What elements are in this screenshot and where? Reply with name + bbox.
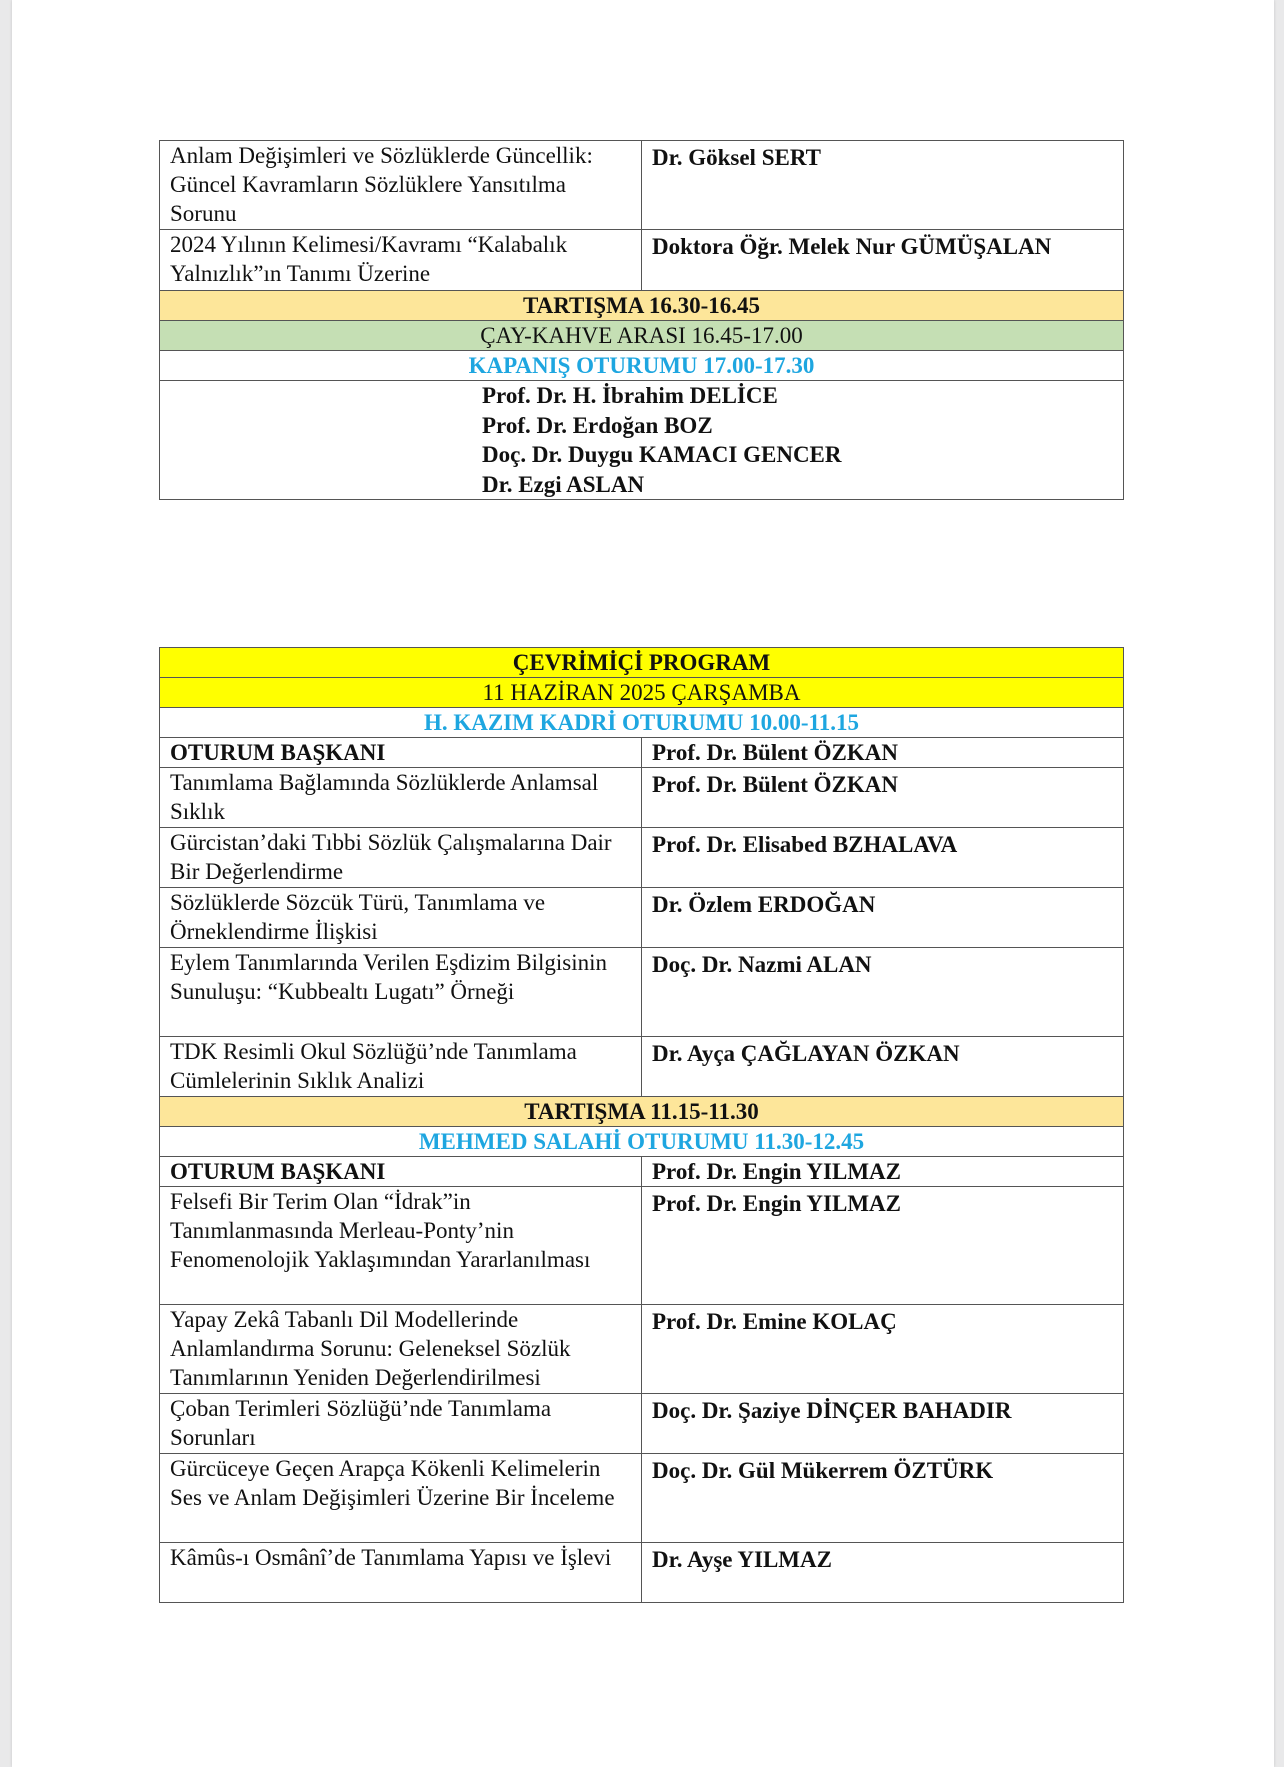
program-date: 11 HAZİRAN 2025 ÇARŞAMBA (160, 678, 1124, 708)
session-title-row (160, 1127, 1124, 1157)
program-title: ÇEVRİMİÇİ PROGRAM (160, 648, 1124, 678)
closing-session-row (160, 351, 1124, 381)
speaker-cell: Prof. Dr. Emine KOLAÇ (642, 1305, 1124, 1394)
session-title: MEHMED SALAHİ OTURUMU 11.30-12.45 (160, 1127, 1124, 1157)
table-row (160, 1543, 1124, 1603)
topic-cell: Sözlüklerde Sözcük Türü, Tanımlama ve Örneklendirme İlişkisi (160, 888, 642, 948)
table-row (160, 1305, 1124, 1394)
topic-cell: Gürcistan’daki Tıbbi Sözlük Çalışmalarına Dair Bir Değerlendirme (160, 828, 642, 888)
chair-name: Prof. Dr. Engin YILMAZ (642, 1157, 1124, 1187)
program-table-1 (159, 140, 1124, 500)
speaker-cell: Dr. Özlem ERDOĞAN (642, 888, 1124, 948)
speaker-cell: Doç. Dr. Şaziye DİNÇER BAHADIR (642, 1394, 1124, 1454)
speaker-cell: Prof. Dr. Bülent ÖZKAN (642, 768, 1124, 828)
topic-cell: Gürcüceye Geçen Arapça Kökenli Kelimelerin Ses ve Anlam Değişimleri Üzerine Bir İnceleme (160, 1454, 642, 1543)
speaker-cell: Dr. Göksel SERT (642, 141, 1124, 230)
closing-session-title: KAPANIŞ OTURUMU 17.00-17.30 (160, 351, 1124, 381)
closing-name: Prof. Dr. Erdoğan BOZ (482, 412, 713, 438)
table-row (160, 1187, 1124, 1305)
topic-cell: Çoban Terimleri Sözlüğü’nde Tanımlama Sorunları (160, 1394, 642, 1454)
closing-name: Dr. Ezgi ASLAN (482, 471, 645, 497)
table-row (160, 828, 1124, 888)
closing-names (160, 381, 1124, 500)
speaker-cell: Doktora Öğr. Melek Nur GÜMÜŞALAN (642, 230, 1124, 291)
chair-label: OTURUM BAŞKANI (160, 1157, 642, 1187)
closing-name: Prof. Dr. H. İbrahim DELİCE (482, 383, 778, 408)
topic-cell: Felsefi Bir Terim Olan “İdrak”in Tanımlanmasında Merleau-Ponty’nin Fenomenolojik Yaklaşımından Yararlanılması (160, 1187, 642, 1305)
break-label: ÇAY-KAHVE ARASI 16.45-17.00 (160, 321, 1124, 351)
discussion-label: TARTIŞMA 11.15-11.30 (160, 1097, 1124, 1127)
discussion-row (160, 291, 1124, 321)
speaker-cell: Doç. Dr. Gül Mükerrem ÖZTÜRK (642, 1454, 1124, 1543)
closing-name: Doç. Dr. Duygu KAMACI GENCER (482, 442, 842, 467)
topic-cell: Kâmûs-ı Osmânî’de Tanımlama Yapısı ve İşlevi (160, 1543, 642, 1603)
speaker-cell: Prof. Dr. Elisabed BZHALAVA (642, 828, 1124, 888)
discussion-label: TARTIŞMA 16.30-16.45 (160, 291, 1124, 321)
table-row (160, 1394, 1124, 1454)
topic-cell: Eylem Tanımlarında Verilen Eşdizim Bilgisinin Sunuluşu: “Kubbealtı Lugatı” Örneği (160, 948, 642, 1037)
session-title-row (160, 708, 1124, 738)
table-row (160, 230, 1124, 291)
topic-cell: 2024 Yılının Kelimesi/Kavramı “Kalabalık Yalnızlık”ın Tanımı Üzerine (160, 230, 642, 291)
table-row (160, 948, 1124, 1037)
table-row (160, 1454, 1124, 1543)
discussion-row (160, 1097, 1124, 1127)
speaker-cell: Doç. Dr. Nazmi ALAN (642, 948, 1124, 1037)
session-title: H. KAZIM KADRİ OTURUMU 10.00-11.15 (160, 708, 1124, 738)
speaker-cell: Prof. Dr. Engin YILMAZ (642, 1187, 1124, 1305)
speaker-cell: Dr. Ayşe YILMAZ (642, 1543, 1124, 1603)
date-row (160, 678, 1124, 708)
chair-label: OTURUM BAŞKANI (160, 738, 642, 768)
table-row (160, 768, 1124, 828)
program-table-2 (159, 647, 1124, 1603)
topic-cell: TDK Resimli Okul Sözlüğü’nde Tanımlama Cümlelerinin Sıklık Analizi (160, 1037, 642, 1097)
chair-row (160, 1157, 1124, 1187)
speaker-cell: Dr. Ayça ÇAĞLAYAN ÖZKAN (642, 1037, 1124, 1097)
document-page (12, 0, 1274, 1767)
break-row (160, 321, 1124, 351)
chair-name: Prof. Dr. Bülent ÖZKAN (642, 738, 1124, 768)
topic-cell: Yapay Zekâ Tabanlı Dil Modellerinde Anlamlandırma Sorunu: Geleneksel Sözlük Tanımlarının Yeniden Değerlendirilmesi (160, 1305, 642, 1394)
topic-cell: Tanımlama Bağlamında Sözlüklerde Anlamsal Sıklık (160, 768, 642, 828)
title-row (160, 648, 1124, 678)
table-row (160, 888, 1124, 948)
closing-names-row (160, 381, 1124, 500)
table-row (160, 1037, 1124, 1097)
table-row (160, 141, 1124, 230)
chair-row (160, 738, 1124, 768)
topic-cell: Anlam Değişimleri ve Sözlüklerde Güncellik: Güncel Kavramların Sözlüklere Yansıtılma Sorunu (160, 141, 642, 230)
